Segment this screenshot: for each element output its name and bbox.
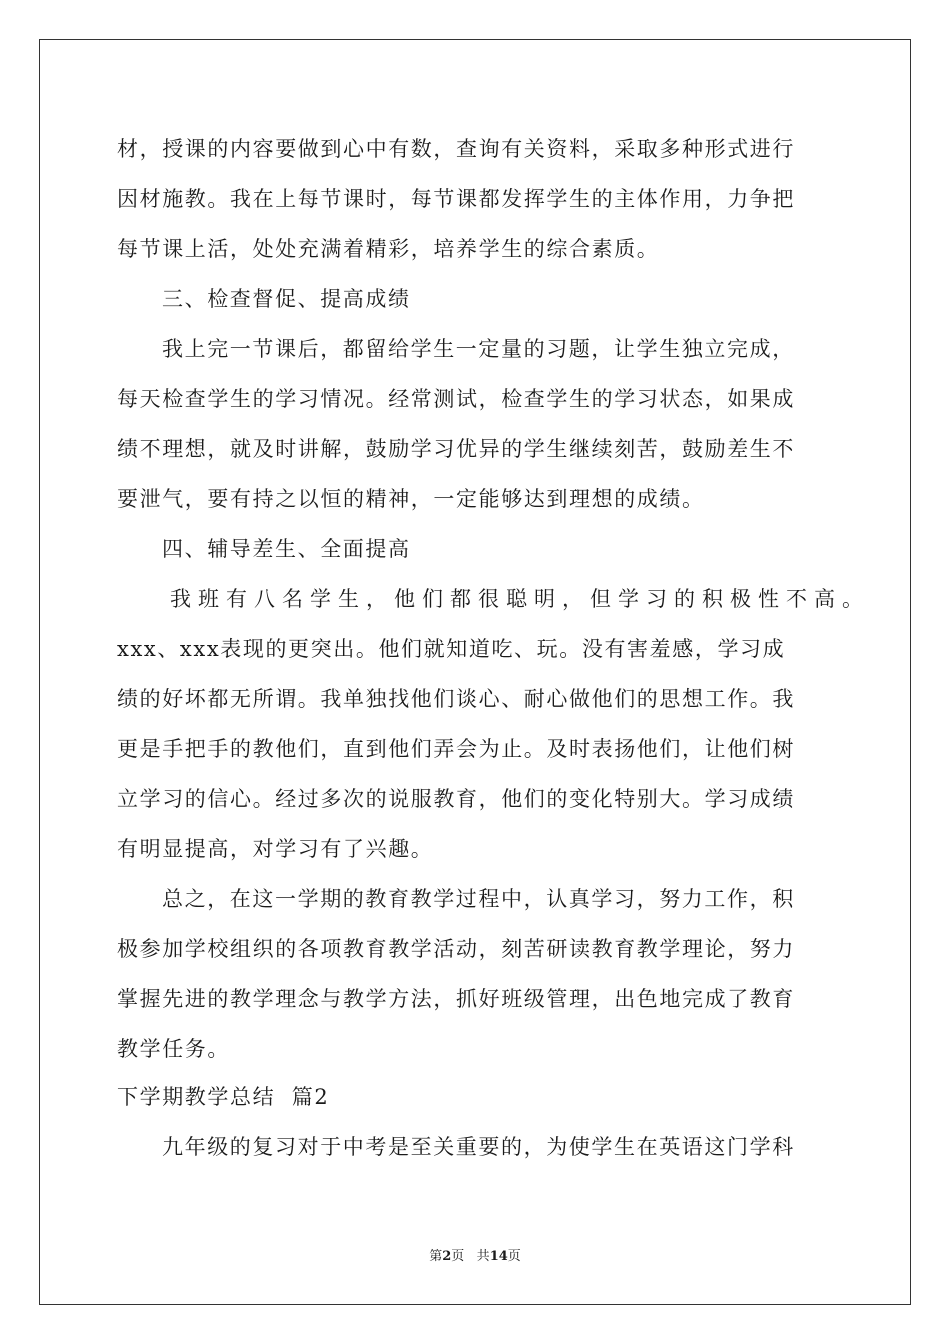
text-line: 立学习的信心。经过多次的说服教育，他们的变化特别大。学习成绩	[117, 787, 795, 811]
text-line: 绩不理想，就及时讲解，鼓励学习优异的学生继续刻苦，鼓励差生不	[117, 437, 795, 461]
text-line: 每节课上活，处处充满着精彩，培养学生的综合素质。	[117, 237, 660, 261]
text-line: 掌握先进的教学理念与教学方法，抓好班级管理，出色地完成了教育	[117, 987, 795, 1011]
text-line: 要泄气，要有持之以恒的精神，一定能够达到理想的成绩。	[117, 487, 705, 511]
footer-total-prefix: 共	[476, 1249, 490, 1264]
text-line: xxx、xxx表现的更突出。他们就知道吃、玩。没有害羞感，学习成	[117, 637, 786, 661]
text-line: 极参加学校组织的各项教育教学活动，刻苦研读教育教学理论，努力	[117, 937, 795, 961]
footer-page-number: 2	[442, 1249, 452, 1264]
page-footer	[0, 1248, 950, 1266]
footer-total-unit: 页	[507, 1249, 521, 1264]
text-line: 每天检查学生的学习情况。经常测试，检查学生的学习状态，如果成	[117, 387, 795, 411]
footer-page-unit: 页	[451, 1249, 465, 1264]
text-line: 绩的好坏都无所谓。我单独找他们谈心、耐心做他们的思想工作。我	[117, 687, 795, 711]
text-line: 材，授课的内容要做到心中有数，查询有关资料，采取多种形式进行	[117, 137, 795, 161]
text-line: 我上完一节课后，都留给学生一定量的习题，让学生独立完成，	[162, 337, 795, 361]
text-line: 九年级的复习对于中考是至关重要的，为使学生在英语这门学科	[162, 1135, 795, 1159]
section-heading: 三、检查督促、提高成绩	[162, 287, 411, 311]
text-line: 总之，在这一学期的教育教学过程中，认真学习，努力工作，积	[162, 887, 795, 911]
text-line: 有明显提高，对学习有了兴趣。	[117, 837, 434, 861]
text-line: 我班有八名学生，他们都很聪明，但学习的积极性不高。	[170, 587, 870, 611]
page-border	[39, 39, 911, 1305]
text-line: 更是手把手的教他们，直到他们弄会为止。及时表扬他们，让他们树	[117, 737, 795, 761]
text-line: 教学任务。	[117, 1037, 230, 1061]
footer-prefix: 第	[429, 1249, 443, 1264]
section-heading: 四、辅导差生、全面提高	[162, 537, 411, 561]
article-title: 下学期教学总结 篇2	[117, 1085, 330, 1109]
text-line: 因材施教。我在上每节课时，每节课都发挥学生的主体作用，力争把	[117, 187, 795, 211]
footer-total-pages: 14	[489, 1249, 508, 1264]
